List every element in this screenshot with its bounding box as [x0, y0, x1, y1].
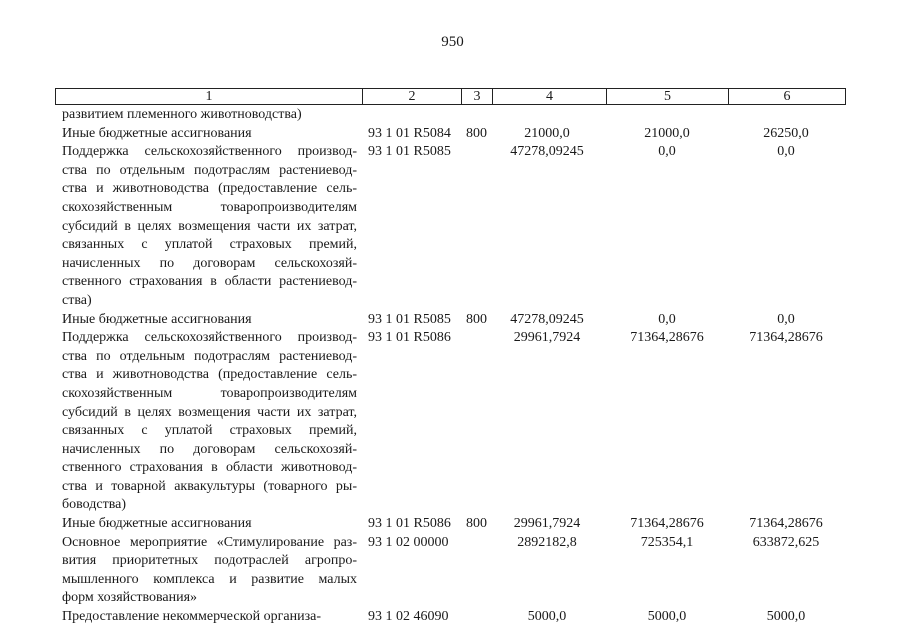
- expense-type: 800: [466, 125, 487, 141]
- description-line: Иные бюджетные ассигнования: [62, 311, 252, 327]
- budget-code: 93 1 02 46090: [368, 609, 449, 625]
- description-line: ства по отдельным подотраслям растениевод-: [62, 348, 357, 364]
- row-description: [62, 608, 357, 627]
- expense-type: 800: [466, 516, 487, 532]
- value-col-6: 5000,0: [766, 609, 806, 625]
- description-line: боводства): [62, 497, 126, 513]
- description-line: ства по отдельным подотраслям растениевод-: [62, 162, 357, 178]
- value-col-5: 5000,0: [647, 609, 687, 625]
- value-col-6: 26250,0: [763, 125, 809, 141]
- table-body: [0, 106, 905, 627]
- row-description: [62, 515, 357, 534]
- description-line: субсидий в целях возмещения части их затрат,: [62, 404, 357, 420]
- row-description: [62, 125, 357, 144]
- budget-code: 93 1 01 R5085: [368, 144, 451, 160]
- value-col-4: 5000,0: [527, 609, 567, 625]
- description-line: ства и животноводства (предоставление сель-: [62, 181, 357, 197]
- description-line: скохозяйственным товаропроизводителям: [62, 199, 357, 215]
- row-description: [62, 143, 357, 310]
- value-col-5: 725354,1: [640, 534, 694, 550]
- description-line: ственного страхования в области растениевод-: [62, 274, 357, 290]
- value-col-4: 2892182,8: [517, 534, 577, 550]
- table-row: [0, 311, 905, 330]
- value-col-6: 71364,28676: [749, 516, 823, 532]
- column-header-6: 6: [729, 89, 846, 105]
- budget-code: 93 1 01 R5086: [368, 330, 451, 346]
- description-line: начисленных по договорам сельскохозяй-: [62, 441, 357, 457]
- column-header-5: 5: [607, 89, 729, 105]
- table-row: [0, 515, 905, 534]
- expense-type: 800: [466, 311, 487, 327]
- budget-code: 93 1 02 00000: [368, 534, 449, 550]
- description-line: связанных с уплатой страховых премий,: [62, 237, 357, 253]
- description-line: начисленных по договорам сельскохозяй-: [62, 255, 357, 271]
- budget-code: 93 1 01 R5084: [368, 125, 451, 141]
- table-row: [0, 534, 905, 608]
- description-line: Поддержка сельскохозяйственного производ-: [62, 144, 357, 160]
- value-col-4: 47278,09245: [510, 144, 584, 160]
- description-line: форм хозяйствования»: [62, 590, 198, 606]
- row-description: [62, 534, 357, 608]
- row-description: [62, 106, 357, 125]
- description-line: ства и товарной аквакультуры (товарного ры-: [62, 478, 357, 494]
- value-col-4: 29961,7924: [513, 516, 581, 532]
- description-line: Иные бюджетные ассигнования: [62, 125, 252, 141]
- column-header-3: 3: [462, 89, 493, 105]
- column-header-4: 4: [493, 89, 607, 105]
- value-col-5: 71364,28676: [630, 516, 704, 532]
- value-col-5: 71364,28676: [630, 330, 704, 346]
- value-col-4: 29961,7924: [513, 330, 581, 346]
- description-line: мышленного комплекса и развитие малых: [62, 571, 357, 587]
- table-header: [55, 88, 846, 105]
- column-header-2: 2: [363, 89, 462, 105]
- value-col-6: 633872,625: [752, 534, 820, 550]
- description-line: ства): [62, 292, 92, 308]
- description-line: ства и животноводства (предоставление сель-: [62, 367, 357, 383]
- row-description: [62, 311, 357, 330]
- value-col-4: 47278,09245: [510, 311, 584, 327]
- description-line: Основное мероприятие «Стимулирование раз-: [62, 534, 357, 550]
- row-description: [62, 329, 357, 515]
- table-row: [0, 125, 905, 144]
- value-col-6: 0,0: [777, 311, 795, 327]
- budget-code: 93 1 01 R5085: [368, 311, 451, 327]
- budget-code: 93 1 01 R5086: [368, 516, 451, 532]
- description-line: вития приоритетных подотраслей агропро-: [62, 553, 357, 569]
- description-line: Предоставление некоммерческой организа-: [62, 609, 322, 625]
- description-line: связанных с уплатой страховых премий,: [62, 423, 357, 439]
- value-col-5: 21000,0: [644, 125, 690, 141]
- description-line: субсидий в целях возмещения части их затрат,: [62, 218, 357, 234]
- table-row: [0, 329, 905, 515]
- value-col-5: 0,0: [658, 311, 676, 327]
- value-col-6: 0,0: [777, 144, 795, 160]
- column-header-1: 1: [56, 89, 363, 105]
- table-row: [0, 106, 905, 125]
- value-col-5: 0,0: [658, 144, 676, 160]
- value-col-4: 21000,0: [524, 125, 570, 141]
- page-number: 950: [441, 34, 464, 50]
- description-line: развитием племенного животноводства): [62, 107, 302, 122]
- value-col-6: 71364,28676: [749, 330, 823, 346]
- description-line: Иные бюджетные ассигнования: [62, 516, 252, 532]
- description-line: скохозяйственным товаропроизводителям: [62, 385, 357, 401]
- table-row: [0, 143, 905, 310]
- description-line: Поддержка сельскохозяйственного производ-: [62, 330, 357, 346]
- table-row: [0, 608, 905, 627]
- description-line: ственного страхования в области животновод-: [62, 460, 357, 476]
